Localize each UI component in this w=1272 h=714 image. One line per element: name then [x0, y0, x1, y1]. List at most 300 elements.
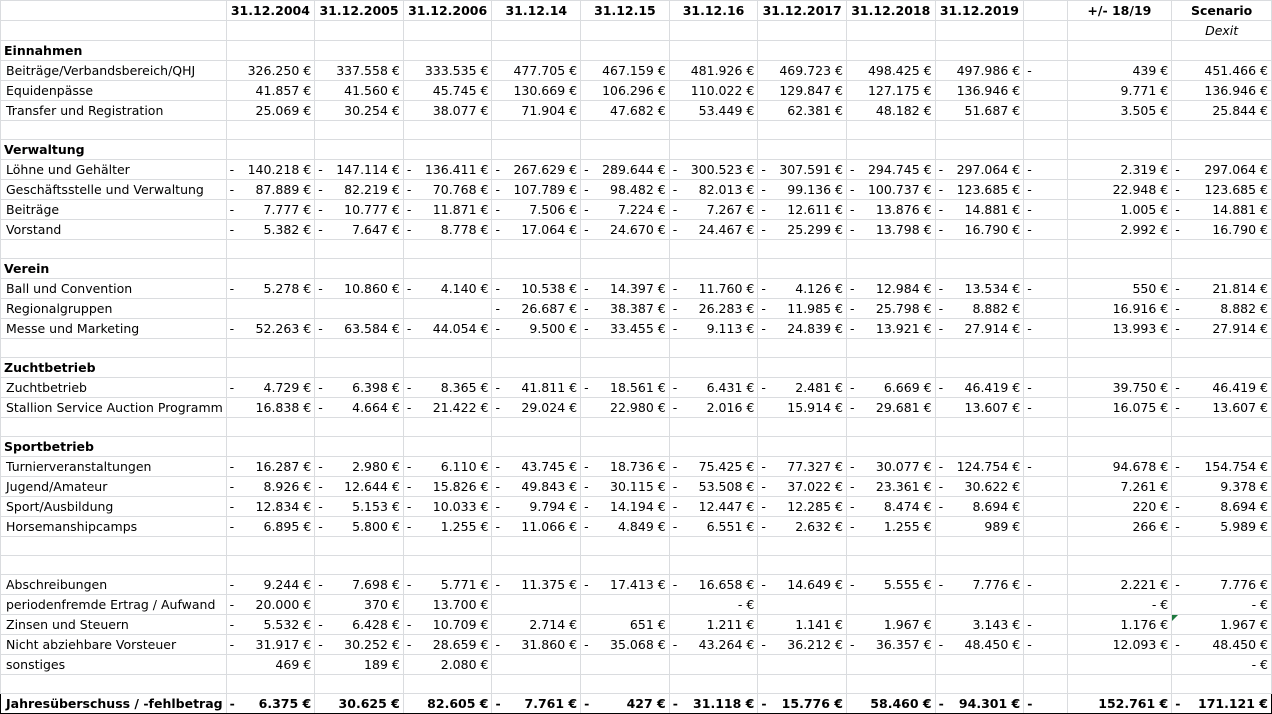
value-cell[interactable]: [758, 497, 847, 517]
value-cell[interactable]: [1024, 517, 1067, 537]
value-cell[interactable]: [1024, 378, 1067, 398]
header-cell[interactable]: 31.12.2017: [758, 1, 847, 21]
value-cell[interactable]: [1172, 694, 1272, 714]
value-cell[interactable]: [758, 319, 847, 339]
cell[interactable]: [1172, 537, 1272, 556]
cell[interactable]: [669, 537, 758, 556]
value-cell[interactable]: [492, 319, 581, 339]
value-cell[interactable]: [669, 694, 758, 714]
value-cell[interactable]: [846, 319, 935, 339]
cell[interactable]: [492, 437, 581, 457]
value-cell[interactable]: [1172, 398, 1272, 418]
cell[interactable]: [1067, 140, 1172, 160]
cell[interactable]: [315, 556, 404, 575]
value-cell[interactable]: [403, 517, 492, 537]
row-label[interactable]: Abschreibungen: [1, 575, 227, 595]
cell[interactable]: [758, 140, 847, 160]
cell[interactable]: [315, 240, 404, 259]
row-label[interactable]: Geschäftsstelle und Verwaltung: [1, 180, 227, 200]
cell[interactable]: [758, 437, 847, 457]
cell[interactable]: [403, 21, 492, 41]
value-cell[interactable]: [1067, 180, 1172, 200]
cell[interactable]: [403, 418, 492, 437]
value-cell[interactable]: [758, 220, 847, 240]
cell[interactable]: [846, 259, 935, 279]
value-cell[interactable]: [1067, 477, 1172, 497]
value-cell[interactable]: [315, 81, 404, 101]
value-cell[interactable]: [1172, 378, 1272, 398]
value-cell[interactable]: [1172, 180, 1272, 200]
cell[interactable]: [846, 358, 935, 378]
value-cell[interactable]: [935, 575, 1024, 595]
cell[interactable]: [315, 358, 404, 378]
value-cell[interactable]: [492, 81, 581, 101]
value-cell[interactable]: [846, 299, 935, 319]
value-cell[interactable]: [1067, 160, 1172, 180]
header-cell[interactable]: 31.12.2019: [935, 1, 1024, 21]
header-cell[interactable]: [1, 1, 227, 21]
value-cell[interactable]: [315, 575, 404, 595]
value-cell[interactable]: [1067, 61, 1172, 81]
value-cell[interactable]: [1172, 477, 1272, 497]
value-cell[interactable]: [1172, 200, 1272, 220]
cell[interactable]: [1024, 418, 1067, 437]
row-label[interactable]: Jahresüberschuss / -fehlbetrag: [1, 694, 227, 714]
value-cell[interactable]: [1024, 319, 1067, 339]
cell[interactable]: [1024, 259, 1067, 279]
cell[interactable]: [1067, 339, 1172, 358]
value-cell[interactable]: [492, 457, 581, 477]
value-cell[interactable]: [226, 615, 315, 635]
value-cell[interactable]: [226, 595, 315, 615]
cell[interactable]: [1024, 675, 1067, 694]
cell[interactable]: [935, 121, 1024, 140]
cell[interactable]: [403, 259, 492, 279]
value-cell[interactable]: [1067, 655, 1172, 675]
value-cell[interactable]: [492, 220, 581, 240]
cell[interactable]: [403, 121, 492, 140]
row-label[interactable]: sonstiges: [1, 655, 227, 675]
value-cell[interactable]: [846, 655, 935, 675]
value-cell[interactable]: [1172, 220, 1272, 240]
cell[interactable]: [935, 21, 1024, 41]
value-cell[interactable]: [403, 378, 492, 398]
cell[interactable]: [758, 339, 847, 358]
value-cell[interactable]: [935, 694, 1024, 714]
section-label[interactable]: Einnahmen: [1, 41, 227, 61]
value-cell[interactable]: [758, 517, 847, 537]
value-cell[interactable]: [226, 378, 315, 398]
cell[interactable]: [492, 41, 581, 61]
cell[interactable]: [581, 339, 670, 358]
cell[interactable]: [1, 556, 227, 575]
cell[interactable]: [1067, 121, 1172, 140]
value-cell[interactable]: [581, 457, 670, 477]
cell[interactable]: [315, 675, 404, 694]
cell[interactable]: [315, 140, 404, 160]
cell[interactable]: [492, 675, 581, 694]
value-cell[interactable]: [403, 319, 492, 339]
cell[interactable]: [935, 339, 1024, 358]
value-cell[interactable]: [1067, 595, 1172, 615]
value-cell[interactable]: [315, 279, 404, 299]
row-label[interactable]: Zuchtbetrieb: [1, 378, 227, 398]
value-cell[interactable]: [581, 378, 670, 398]
cell[interactable]: [403, 675, 492, 694]
header-cell[interactable]: 31.12.2018: [846, 1, 935, 21]
value-cell[interactable]: [669, 595, 758, 615]
value-cell[interactable]: [403, 101, 492, 121]
row-label[interactable]: Jugend/Amateur: [1, 477, 227, 497]
value-cell[interactable]: [403, 595, 492, 615]
cell[interactable]: [758, 537, 847, 556]
value-cell[interactable]: [492, 200, 581, 220]
value-cell[interactable]: [669, 497, 758, 517]
row-label[interactable]: Ball und Convention: [1, 279, 227, 299]
section-label[interactable]: Zuchtbetrieb: [1, 358, 227, 378]
value-cell[interactable]: [935, 477, 1024, 497]
cell[interactable]: [581, 21, 670, 41]
value-cell[interactable]: [581, 299, 670, 319]
cell[interactable]: [581, 556, 670, 575]
value-cell[interactable]: [581, 319, 670, 339]
section-label[interactable]: Verwaltung: [1, 140, 227, 160]
row-label[interactable]: Vorstand: [1, 220, 227, 240]
value-cell[interactable]: [846, 160, 935, 180]
value-cell[interactable]: [403, 81, 492, 101]
value-cell[interactable]: [1067, 378, 1172, 398]
cell[interactable]: [226, 339, 315, 358]
value-cell[interactable]: [669, 517, 758, 537]
value-cell[interactable]: [758, 160, 847, 180]
value-cell[interactable]: [492, 615, 581, 635]
section-label[interactable]: Sportbetrieb: [1, 437, 227, 457]
cell[interactable]: [935, 259, 1024, 279]
cell[interactable]: [492, 418, 581, 437]
value-cell[interactable]: [315, 398, 404, 418]
value-cell[interactable]: [403, 200, 492, 220]
value-cell[interactable]: [935, 319, 1024, 339]
value-cell[interactable]: [935, 101, 1024, 121]
value-cell[interactable]: [315, 517, 404, 537]
value-cell[interactable]: [315, 101, 404, 121]
value-cell[interactable]: [226, 299, 315, 319]
value-cell[interactable]: [846, 101, 935, 121]
cell[interactable]: [669, 556, 758, 575]
cell[interactable]: [226, 418, 315, 437]
value-cell[interactable]: [403, 575, 492, 595]
value-cell[interactable]: [403, 457, 492, 477]
cell[interactable]: [758, 41, 847, 61]
cell[interactable]: [1172, 121, 1272, 140]
value-cell[interactable]: [492, 517, 581, 537]
cell[interactable]: [758, 121, 847, 140]
value-cell[interactable]: [492, 398, 581, 418]
value-cell[interactable]: [669, 615, 758, 635]
section-label[interactable]: Verein: [1, 259, 227, 279]
value-cell[interactable]: [758, 398, 847, 418]
value-cell[interactable]: [315, 457, 404, 477]
value-cell[interactable]: [1067, 615, 1172, 635]
cell[interactable]: [226, 21, 315, 41]
value-cell[interactable]: [1172, 279, 1272, 299]
value-cell[interactable]: [846, 575, 935, 595]
value-cell[interactable]: [669, 81, 758, 101]
cell[interactable]: [1172, 556, 1272, 575]
value-cell[interactable]: [226, 319, 315, 339]
cell[interactable]: [1172, 358, 1272, 378]
value-cell[interactable]: [669, 477, 758, 497]
cell[interactable]: [581, 140, 670, 160]
value-cell[interactable]: [1172, 517, 1272, 537]
value-cell[interactable]: [1024, 457, 1067, 477]
value-cell[interactable]: [758, 694, 847, 714]
row-label[interactable]: Löhne und Gehälter: [1, 160, 227, 180]
cell[interactable]: [1, 537, 227, 556]
cell[interactable]: [1024, 437, 1067, 457]
value-cell[interactable]: [669, 635, 758, 655]
value-cell[interactable]: [846, 595, 935, 615]
value-cell[interactable]: [758, 615, 847, 635]
cell[interactable]: [935, 675, 1024, 694]
value-cell[interactable]: [935, 398, 1024, 418]
cell[interactable]: [226, 437, 315, 457]
cell[interactable]: [226, 537, 315, 556]
cell[interactable]: [226, 41, 315, 61]
row-label[interactable]: Stallion Service Auction Programm: [1, 398, 227, 418]
cell[interactable]: [669, 358, 758, 378]
value-cell[interactable]: [315, 595, 404, 615]
cell[interactable]: [669, 418, 758, 437]
cell[interactable]: [492, 339, 581, 358]
value-cell[interactable]: [226, 160, 315, 180]
value-cell[interactable]: [1172, 319, 1272, 339]
value-cell[interactable]: [581, 81, 670, 101]
value-cell[interactable]: [758, 575, 847, 595]
cell[interactable]: [315, 339, 404, 358]
value-cell[interactable]: [758, 477, 847, 497]
value-cell[interactable]: [581, 477, 670, 497]
value-cell[interactable]: [226, 575, 315, 595]
row-label[interactable]: Messe und Marketing: [1, 319, 227, 339]
cell[interactable]: [1067, 259, 1172, 279]
cell[interactable]: [758, 240, 847, 259]
cell[interactable]: [492, 121, 581, 140]
value-cell[interactable]: [669, 279, 758, 299]
cell[interactable]: [935, 437, 1024, 457]
cell[interactable]: [1024, 21, 1067, 41]
value-cell[interactable]: [492, 595, 581, 615]
value-cell[interactable]: [1024, 299, 1067, 319]
header-cell[interactable]: 31.12.2006: [403, 1, 492, 21]
value-cell[interactable]: [1067, 517, 1172, 537]
value-cell[interactable]: [935, 655, 1024, 675]
cell[interactable]: [492, 21, 581, 41]
cell[interactable]: [403, 437, 492, 457]
header-cell[interactable]: 31.12.14: [492, 1, 581, 21]
value-cell[interactable]: [1067, 319, 1172, 339]
value-cell[interactable]: [1024, 477, 1067, 497]
value-cell[interactable]: [315, 160, 404, 180]
value-cell[interactable]: [846, 694, 935, 714]
header-cell[interactable]: [1024, 1, 1067, 21]
cell[interactable]: [1067, 358, 1172, 378]
cell[interactable]: [581, 437, 670, 457]
cell[interactable]: [669, 259, 758, 279]
cell[interactable]: [758, 418, 847, 437]
value-cell[interactable]: [846, 61, 935, 81]
value-cell[interactable]: [669, 220, 758, 240]
cell[interactable]: [1172, 41, 1272, 61]
value-cell[interactable]: [403, 220, 492, 240]
cell[interactable]: [403, 556, 492, 575]
cell[interactable]: [226, 121, 315, 140]
cell[interactable]: [226, 675, 315, 694]
row-label[interactable]: Transfer und Registration: [1, 101, 227, 121]
value-cell[interactable]: [581, 398, 670, 418]
cell[interactable]: [1024, 556, 1067, 575]
value-cell[interactable]: [669, 575, 758, 595]
value-cell[interactable]: [581, 595, 670, 615]
header-cell[interactable]: 31.12.16: [669, 1, 758, 21]
header-cell[interactable]: 31.12.2004: [226, 1, 315, 21]
value-cell[interactable]: [492, 299, 581, 319]
cell[interactable]: [669, 675, 758, 694]
value-cell[interactable]: [492, 635, 581, 655]
value-cell[interactable]: [226, 457, 315, 477]
cell[interactable]: [846, 121, 935, 140]
value-cell[interactable]: [226, 200, 315, 220]
value-cell[interactable]: [1024, 220, 1067, 240]
value-cell[interactable]: [492, 477, 581, 497]
cell[interactable]: [315, 121, 404, 140]
value-cell[interactable]: [1067, 457, 1172, 477]
value-cell[interactable]: [1067, 81, 1172, 101]
value-cell[interactable]: [758, 299, 847, 319]
value-cell[interactable]: [1024, 101, 1067, 121]
value-cell[interactable]: [846, 635, 935, 655]
value-cell[interactable]: [492, 101, 581, 121]
cell[interactable]: [1, 121, 227, 140]
cell[interactable]: [226, 240, 315, 259]
cell[interactable]: [1067, 675, 1172, 694]
value-cell[interactable]: [1024, 61, 1067, 81]
cell[interactable]: [315, 41, 404, 61]
value-cell[interactable]: [935, 635, 1024, 655]
value-cell[interactable]: [581, 61, 670, 81]
cell[interactable]: [581, 418, 670, 437]
value-cell[interactable]: [1024, 180, 1067, 200]
cell[interactable]: [1172, 140, 1272, 160]
value-cell[interactable]: [1067, 575, 1172, 595]
value-cell[interactable]: [1024, 655, 1067, 675]
value-cell[interactable]: [1172, 101, 1272, 121]
value-cell[interactable]: [1024, 575, 1067, 595]
cell[interactable]: [581, 240, 670, 259]
cell[interactable]: [581, 537, 670, 556]
cell[interactable]: [1067, 437, 1172, 457]
value-cell[interactable]: [581, 575, 670, 595]
cell[interactable]: [581, 41, 670, 61]
value-cell[interactable]: [1172, 299, 1272, 319]
value-cell[interactable]: [758, 279, 847, 299]
value-cell[interactable]: [846, 220, 935, 240]
cell[interactable]: [758, 556, 847, 575]
value-cell[interactable]: [315, 200, 404, 220]
cell[interactable]: [669, 121, 758, 140]
cell[interactable]: [935, 537, 1024, 556]
value-cell[interactable]: [935, 81, 1024, 101]
value-cell[interactable]: [1067, 694, 1172, 714]
value-cell[interactable]: [1024, 497, 1067, 517]
cell[interactable]: [1172, 240, 1272, 259]
cell[interactable]: [935, 140, 1024, 160]
value-cell[interactable]: [935, 378, 1024, 398]
value-cell[interactable]: [315, 694, 404, 714]
cell[interactable]: [1172, 675, 1272, 694]
value-cell[interactable]: [226, 101, 315, 121]
value-cell[interactable]: [315, 655, 404, 675]
value-cell[interactable]: [403, 279, 492, 299]
value-cell[interactable]: [846, 398, 935, 418]
cell[interactable]: [492, 358, 581, 378]
value-cell[interactable]: [669, 398, 758, 418]
cell[interactable]: [1067, 556, 1172, 575]
value-cell[interactable]: [846, 477, 935, 497]
value-cell[interactable]: [1024, 160, 1067, 180]
row-label[interactable]: Beiträge: [1, 200, 227, 220]
cell[interactable]: [1172, 418, 1272, 437]
cell[interactable]: [581, 675, 670, 694]
value-cell[interactable]: [226, 180, 315, 200]
cell[interactable]: [403, 339, 492, 358]
value-cell[interactable]: [492, 655, 581, 675]
cell[interactable]: [935, 240, 1024, 259]
cell[interactable]: [1024, 121, 1067, 140]
value-cell[interactable]: [581, 279, 670, 299]
cell[interactable]: [846, 437, 935, 457]
value-cell[interactable]: [1172, 160, 1272, 180]
cell[interactable]: [1, 675, 227, 694]
value-cell[interactable]: [846, 279, 935, 299]
cell[interactable]: [403, 537, 492, 556]
cell[interactable]: [1024, 339, 1067, 358]
value-cell[interactable]: [1172, 595, 1272, 615]
cell[interactable]: [226, 140, 315, 160]
value-cell[interactable]: [758, 378, 847, 398]
value-cell[interactable]: [403, 398, 492, 418]
value-cell[interactable]: [1067, 497, 1172, 517]
value-cell[interactable]: [669, 299, 758, 319]
value-cell[interactable]: [1067, 299, 1172, 319]
row-label[interactable]: periodenfremde Ertrag / Aufwand: [1, 595, 227, 615]
cell[interactable]: [758, 675, 847, 694]
value-cell[interactable]: [492, 160, 581, 180]
value-cell[interactable]: [1172, 61, 1272, 81]
value-cell[interactable]: [935, 615, 1024, 635]
value-cell[interactable]: [846, 200, 935, 220]
cell[interactable]: [492, 537, 581, 556]
value-cell[interactable]: [492, 694, 581, 714]
value-cell[interactable]: [669, 378, 758, 398]
value-cell[interactable]: [226, 517, 315, 537]
value-cell[interactable]: [315, 319, 404, 339]
cell[interactable]: [403, 358, 492, 378]
value-cell[interactable]: [935, 200, 1024, 220]
row-label[interactable]: Horsemanshipcamps: [1, 517, 227, 537]
cell[interactable]: [1, 339, 227, 358]
cell[interactable]: [846, 675, 935, 694]
